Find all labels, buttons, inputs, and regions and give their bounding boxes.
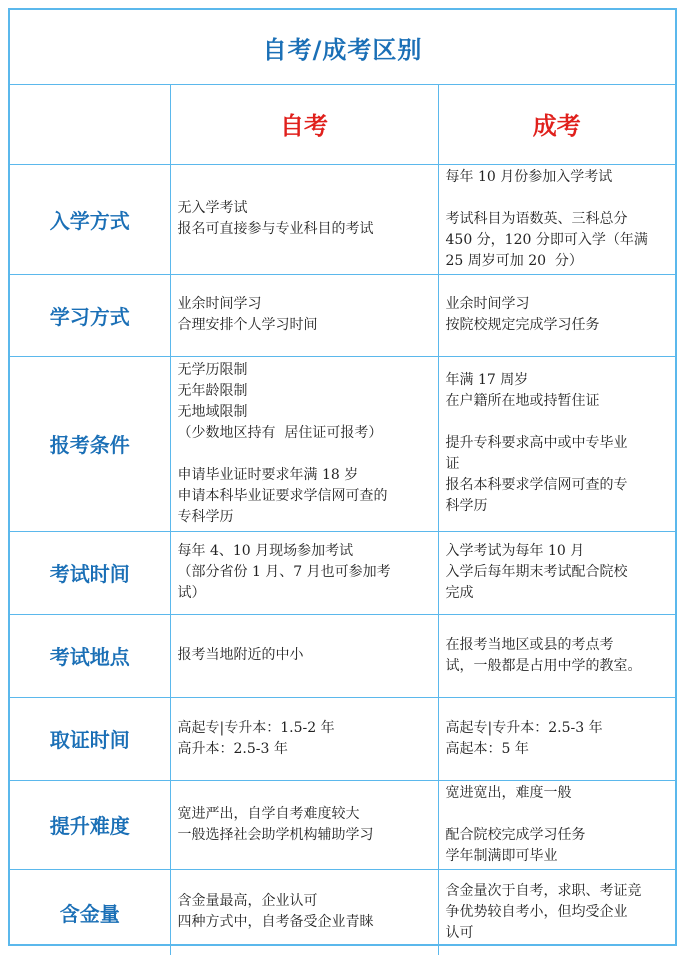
cell-text-line: 业余时间学习 — [445, 296, 530, 312]
cell-text-line: 入学考试为每年 10 月 — [445, 543, 585, 559]
row-label: 入学方式 — [10, 164, 170, 274]
cell-text-line: 证 — [445, 456, 460, 472]
blank-line — [446, 804, 670, 825]
table-row — [10, 780, 675, 869]
table-title: 自考/成考区别 — [10, 10, 675, 85]
cell-text-line: 报考当地附近的中小 — [177, 647, 304, 663]
cell-text-line: 入学后每年期末考试配合院校 — [445, 564, 628, 580]
cell-text-line: 宽进宽出，难度一般 — [445, 784, 572, 801]
chengkao-cell — [438, 531, 675, 614]
header-empty-cell — [10, 84, 170, 164]
cell-text-line: 无入学考试 — [177, 200, 248, 216]
header-row — [10, 84, 675, 164]
chengkao-cell — [438, 780, 675, 869]
cell-text-line: 学年制满即可毕业 — [445, 847, 558, 864]
cell-text-line: 每年 4、10 月现场参加考试 — [177, 543, 354, 559]
cell-text-line: 按院校规定完成学习任务 — [445, 317, 600, 333]
row-label: 考试地点 — [10, 614, 170, 697]
zikao-cell — [170, 780, 438, 869]
cell-text-line: 年满 17 周岁 — [445, 372, 529, 388]
cell-text-line: 四种方式中，自考备受企业青睐 — [177, 914, 374, 931]
cell-text-line: 试，一般都是占用中学的教室。 — [445, 657, 642, 674]
cell-text-line: 高升本：2.5-3 年 — [177, 740, 288, 757]
chengkao-cell — [438, 274, 675, 356]
zikao-cell — [170, 356, 438, 531]
cell-text-line: 试） — [177, 585, 206, 601]
cell-text-line: 认可 — [445, 924, 474, 941]
table-row — [10, 531, 675, 614]
cell-text-line: 争优势较自考小，但均受企业 — [445, 903, 628, 920]
cell-text-line: 在报考当地区或县的考点考 — [445, 636, 614, 653]
cell-text-line: 考试科目为语数英、三科总分 — [445, 210, 628, 227]
table-row — [10, 356, 675, 531]
row-label: 取证时间 — [10, 697, 170, 780]
cell-text-line: 配合院校完成学习任务 — [445, 826, 586, 843]
blank-line — [446, 412, 670, 433]
cell-text-line: 含金量次于自考，求职、考证竞 — [445, 882, 642, 899]
cell-text-line: 申请本科毕业证要求学信网可查的 — [177, 487, 388, 504]
row-label: 报考条件 — [10, 356, 170, 531]
cell-text-line: 科学历 — [445, 498, 488, 514]
cell-text-line: 每年 10 月份参加入学考试 — [445, 168, 613, 185]
zikao-cell — [170, 614, 438, 697]
zikao-cell — [170, 697, 438, 780]
chengkao-cell — [438, 356, 675, 531]
cell-text-line: （少数地区持有 居住证可报考） — [177, 424, 383, 441]
header-zikao: 自考 — [170, 84, 438, 164]
zikao-cell — [170, 869, 438, 955]
chengkao-cell — [438, 697, 675, 780]
cell-text-line: 提升专科要求高中或中专毕业 — [445, 435, 628, 451]
row-label: 考试时间 — [10, 531, 170, 614]
table-row — [10, 164, 675, 274]
cell-text-line: 高起专|专升本：2.5-3 年 — [445, 719, 603, 736]
comparison-table-frame — [8, 8, 677, 946]
cell-text-line: 一般选择社会助学机构辅助学习 — [177, 826, 374, 843]
chengkao-cell — [438, 164, 675, 274]
table-row — [10, 614, 675, 697]
cell-text-line: 申请毕业证时要求年满 18 岁 — [177, 466, 359, 483]
zikao-cell — [170, 274, 438, 356]
chengkao-cell — [438, 869, 675, 955]
zikao-cell — [170, 164, 438, 274]
row-label: 学习方式 — [10, 274, 170, 356]
cell-text-line: （部分省份 1 月、7 月也可参加考 — [177, 564, 391, 580]
cell-text-line: 450 分，120 分即可入学（年满 — [445, 231, 648, 248]
cell-text-line: 报名可直接参与专业科目的考试 — [177, 221, 374, 237]
cell-text-line: 高起本：5 年 — [445, 740, 529, 757]
cell-text-line: 报名本科要求学信网可查的专 — [445, 477, 628, 493]
cell-text-line: 业余时间学习 — [177, 296, 262, 312]
cell-text-line: 合理安排个人学习时间 — [177, 317, 318, 333]
chengkao-cell — [438, 614, 675, 697]
table-row — [10, 274, 675, 356]
table-row — [10, 697, 675, 780]
blank-line — [446, 188, 670, 209]
comparison-table — [10, 84, 675, 955]
cell-text-line: 宽进严出，自学自考难度较大 — [177, 805, 360, 822]
cell-text-line: 完成 — [445, 585, 474, 601]
cell-text-line: 无学历限制 — [177, 361, 248, 378]
cell-text-line: 含金量最高，企业认可 — [177, 893, 318, 910]
cell-text-line: 专科学历 — [177, 508, 234, 525]
cell-text-line: 在户籍所在地或持暂住证 — [445, 393, 600, 409]
row-label: 提升难度 — [10, 780, 170, 869]
zikao-cell — [170, 531, 438, 614]
cell-text-line: 25 周岁可加 20 分） — [445, 252, 583, 269]
row-label: 含金量 — [10, 869, 170, 955]
table-row — [10, 869, 675, 955]
cell-text-line: 无地域限制 — [177, 403, 248, 420]
blank-line — [178, 444, 432, 465]
cell-text-line: 无年龄限制 — [177, 382, 248, 399]
cell-text-line: 高起专|专升本：1.5-2 年 — [177, 719, 335, 736]
header-chengkao: 成考 — [438, 84, 675, 164]
